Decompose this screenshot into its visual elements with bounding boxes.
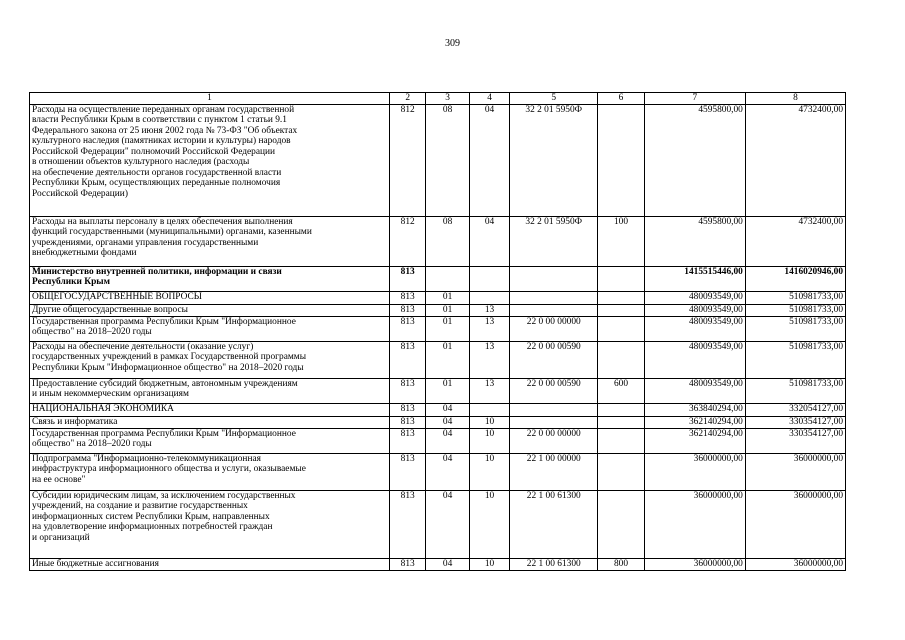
grbs-code-cell: 813 (389, 453, 425, 490)
target-article-cell (510, 291, 598, 304)
table-row (30, 490, 846, 558)
target-article-cell: 32 2 01 5950Ф (510, 216, 598, 266)
table-row (30, 266, 846, 291)
section-code-cell: 01 (426, 341, 469, 378)
target-article-cell: 22 0 00 00590 (510, 341, 598, 378)
target-article-cell: 22 1 00 61300 (510, 490, 598, 558)
target-article-cell: 22 0 00 00000 (510, 316, 598, 341)
amount-cell: 36000000,00 (644, 453, 745, 490)
table-row (30, 416, 846, 428)
budget-table (29, 92, 846, 571)
grbs-code-cell: 813 (389, 490, 425, 558)
row-name-cell: ОБЩЕГОСУДАРСТВЕННЫЕ ВОПРОСЫ (30, 291, 390, 304)
grbs-code-cell: 813 (389, 304, 425, 316)
amount-cell: 4595800,00 (644, 216, 745, 266)
grbs-code-cell: 813 (389, 403, 425, 416)
grbs-code-cell: 813 (389, 428, 425, 453)
table-row (30, 558, 846, 570)
subsection-code-cell: 13 (469, 316, 509, 341)
section-code-cell (426, 266, 469, 291)
expense-type-cell (598, 416, 645, 428)
grbs-code-cell: 813 (389, 316, 425, 341)
subsection-code-cell: 13 (469, 378, 509, 403)
expense-type-cell: 100 (598, 216, 645, 266)
row-name-cell: Расходы на обеспечение деятельности (оказание услуг) государственных учреждений в рамках Государственной программы Республики Крым "Информационное общество" на 2018–2020 годы (30, 341, 390, 378)
section-code-cell: 04 (426, 558, 469, 570)
expense-type-cell (598, 490, 645, 558)
row-name-cell: Связь и информатика (30, 416, 390, 428)
target-article-cell (510, 266, 598, 291)
section-code-cell: 01 (426, 291, 469, 304)
grbs-code-cell: 812 (389, 104, 425, 216)
column-number-row (30, 93, 846, 105)
column-header: 4 (469, 93, 509, 105)
expense-type-cell (598, 291, 645, 304)
row-name-cell: Расходы на выплаты персоналу в целях обеспечения выполнения функций государственными (муниципальными) органами, казенными учреждениями, органами управления государственными внебюджетными фондами (30, 216, 390, 266)
table-row (30, 316, 846, 341)
expense-type-cell (598, 266, 645, 291)
target-article-cell (510, 403, 598, 416)
section-code-cell: 01 (426, 304, 469, 316)
subsection-code-cell (469, 291, 509, 304)
amount-cell: 510981733,00 (745, 378, 845, 403)
column-header: 7 (644, 93, 745, 105)
table-row (30, 216, 846, 266)
amount-cell: 4732400,00 (745, 104, 845, 216)
grbs-code-cell: 813 (389, 378, 425, 403)
amount-cell: 332054127,00 (745, 403, 845, 416)
row-name-cell: Расходы на осуществление переданных органам государственной власти Республики Крым в соответствии с пунктом 1 статьи 9.1 Федерального закона от 25 июня 2002 года № 73-ФЗ "Об объектах культурного наследия (памятниках истории и культуры) народов Российской Федерации" полномочий Российской Федерации в отношении объектов культурного наследия (расходы на обеспечение деятельности органов государственной власти Республики Крым, осуществляющих переданные полномочия Российской Федерации) (30, 104, 390, 216)
amount-cell: 480093549,00 (644, 378, 745, 403)
amount-cell: 480093549,00 (644, 291, 745, 304)
amount-cell: 510981733,00 (745, 291, 845, 304)
subsection-code-cell: 10 (469, 558, 509, 570)
expense-type-cell (598, 104, 645, 216)
target-article-cell: 22 0 00 00590 (510, 378, 598, 403)
grbs-code-cell: 813 (389, 341, 425, 378)
amount-cell: 36000000,00 (745, 558, 845, 570)
grbs-code-cell: 813 (389, 558, 425, 570)
expense-type-cell (598, 428, 645, 453)
column-header: 1 (30, 93, 390, 105)
grbs-code-cell: 813 (389, 416, 425, 428)
expense-type-cell (598, 316, 645, 341)
table-row (30, 378, 846, 403)
amount-cell: 480093549,00 (644, 316, 745, 341)
subsection-code-cell (469, 403, 509, 416)
subsection-code-cell: 10 (469, 490, 509, 558)
subsection-code-cell: 04 (469, 216, 509, 266)
expense-type-cell: 800 (598, 558, 645, 570)
row-name-cell: Предоставление субсидий бюджетным, автономным учреждениям и иным некоммерческим организациям (30, 378, 390, 403)
section-code-cell: 04 (426, 416, 469, 428)
subsection-code-cell (469, 266, 509, 291)
amount-cell: 362140294,00 (644, 428, 745, 453)
section-code-cell: 04 (426, 490, 469, 558)
table-row (30, 304, 846, 316)
section-code-cell: 01 (426, 378, 469, 403)
subsection-code-cell: 13 (469, 304, 509, 316)
table-row (30, 403, 846, 416)
target-article-cell: 22 1 00 00000 (510, 453, 598, 490)
amount-cell: 480093549,00 (644, 341, 745, 378)
amount-cell: 36000000,00 (745, 490, 845, 558)
expense-type-cell (598, 304, 645, 316)
column-header: 2 (389, 93, 425, 105)
target-article-cell (510, 416, 598, 428)
row-name-cell: НАЦИОНАЛЬНАЯ ЭКОНОМИКА (30, 403, 390, 416)
amount-cell: 330354127,00 (745, 428, 845, 453)
row-name-cell: Другие общегосударственные вопросы (30, 304, 390, 316)
row-name-cell: Министерство внутренней политики, информации и связи Республики Крым (30, 266, 390, 291)
expense-type-cell (598, 341, 645, 378)
subsection-code-cell: 10 (469, 428, 509, 453)
table-row (30, 291, 846, 304)
row-name-cell: Субсидии юридическим лицам, за исключением государственных учреждений, на создание и развитие государственных информационных систем Республики Крым, направленных на удовлетворение информационных потребностей граждан и организаций (30, 490, 390, 558)
subsection-code-cell: 04 (469, 104, 509, 216)
grbs-code-cell: 813 (389, 266, 425, 291)
amount-cell: 480093549,00 (644, 304, 745, 316)
amount-cell: 1415515446,00 (644, 266, 745, 291)
column-header: 3 (426, 93, 469, 105)
row-name-cell: Иные бюджетные ассигнования (30, 558, 390, 570)
target-article-cell: 22 0 00 00000 (510, 428, 598, 453)
subsection-code-cell: 10 (469, 416, 509, 428)
amount-cell: 4595800,00 (644, 104, 745, 216)
amount-cell: 363840294,00 (644, 403, 745, 416)
row-name-cell: Государственная программа Республики Крым "Информационное общество" на 2018–2020 годы (30, 428, 390, 453)
section-code-cell: 04 (426, 453, 469, 490)
section-code-cell: 01 (426, 316, 469, 341)
amount-cell: 1416020946,00 (745, 266, 845, 291)
amount-cell: 4732400,00 (745, 216, 845, 266)
amount-cell: 36000000,00 (644, 490, 745, 558)
amount-cell: 510981733,00 (745, 316, 845, 341)
amount-cell: 36000000,00 (644, 558, 745, 570)
subsection-code-cell: 13 (469, 341, 509, 378)
amount-cell: 330354127,00 (745, 416, 845, 428)
grbs-code-cell: 813 (389, 291, 425, 304)
table-row (30, 341, 846, 378)
expense-type-cell (598, 453, 645, 490)
page-number: 309 (445, 38, 460, 49)
row-name-cell: Государственная программа Республики Крым "Информационное общество" на 2018–2020 годы (30, 316, 390, 341)
section-code-cell: 08 (426, 216, 469, 266)
target-article-cell: 32 2 01 5950Ф (510, 104, 598, 216)
target-article-cell: 22 1 00 61300 (510, 558, 598, 570)
amount-cell: 36000000,00 (745, 453, 845, 490)
amount-cell: 362140294,00 (644, 416, 745, 428)
column-header: 8 (745, 93, 845, 105)
section-code-cell: 08 (426, 104, 469, 216)
row-name-cell: Подпрограмма "Информационно-телекоммуникационная инфраструктура информационного общества и услуги, оказываемые на ее основе" (30, 453, 390, 490)
grbs-code-cell: 812 (389, 216, 425, 266)
amount-cell: 510981733,00 (745, 341, 845, 378)
column-header: 5 (510, 93, 598, 105)
table-row (30, 453, 846, 490)
section-code-cell: 04 (426, 403, 469, 416)
table-row (30, 104, 846, 216)
section-code-cell: 04 (426, 428, 469, 453)
expense-type-cell: 600 (598, 378, 645, 403)
expense-type-cell (598, 403, 645, 416)
amount-cell: 510981733,00 (745, 304, 845, 316)
column-header: 6 (598, 93, 645, 105)
target-article-cell (510, 304, 598, 316)
subsection-code-cell: 10 (469, 453, 509, 490)
table-row (30, 428, 846, 453)
